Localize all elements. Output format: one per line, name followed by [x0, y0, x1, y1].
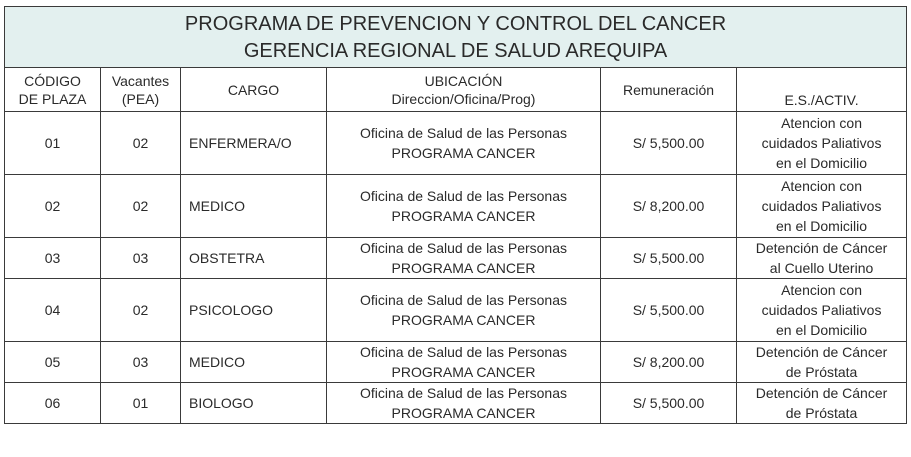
cell-es-activ-line: de Próstata [785, 405, 858, 421]
cell-es-activ-line: Detención de Cáncer [755, 344, 888, 360]
table-row [5, 383, 907, 424]
cell-es-activ-line: en el Domicilio [776, 155, 868, 171]
cell-es-activ-line: Atencion con [781, 282, 863, 298]
cell-ubicacion [327, 175, 601, 238]
cell-ubicacion [327, 342, 601, 383]
cell-ubicacion-line: PROGRAMA CANCER [391, 145, 536, 161]
cell-ubicacion-line: Oficina de Salud de las Personas [359, 125, 567, 141]
table-body [5, 112, 907, 424]
cell-es-activ-line: al Cuello Uterino [769, 260, 874, 276]
cell-codigo: 01 [5, 112, 101, 175]
cell-es-activ-line: en el Domicilio [776, 322, 868, 338]
plazas-document [4, 6, 906, 455]
cell-vacantes: 02 [101, 112, 181, 175]
cell-remuneracion: S/ 5,500.00 [601, 112, 737, 175]
cell-cargo: BIOLOGO [181, 383, 327, 424]
cell-ubicacion-line: PROGRAMA CANCER [391, 260, 536, 276]
cell-ubicacion-line: PROGRAMA CANCER [391, 208, 536, 224]
cell-cargo: MEDICO [181, 342, 327, 383]
cell-cargo: MEDICO [181, 175, 327, 238]
cell-es-activ [737, 112, 907, 175]
cell-remuneracion: S/ 5,500.00 [601, 383, 737, 424]
cell-ubicacion-line: Oficina de Salud de las Personas [359, 240, 567, 256]
cell-cargo: ENFERMERA/O [181, 112, 327, 175]
cell-es-activ-line: cuidados Paliativos [761, 302, 882, 318]
header-cargo: CARGO [181, 68, 327, 112]
cell-remuneracion: S/ 5,500.00 [601, 238, 737, 279]
cell-remuneracion: S/ 8,200.00 [601, 175, 737, 238]
cell-cargo: PSICOLOGO [181, 279, 327, 342]
cell-ubicacion-line: PROGRAMA CANCER [391, 364, 536, 380]
cell-ubicacion-line: Oficina de Salud de las Personas [359, 188, 567, 204]
title-line-2: GERENCIA REGIONAL DE SALUD AREQUIPA [243, 40, 668, 62]
header-vacantes: Vacantes (PEA) [101, 68, 181, 112]
table-row [5, 238, 907, 279]
cell-es-activ-line: Atencion con [781, 115, 863, 131]
cell-es-activ-line: cuidados Paliativos [761, 198, 882, 214]
title-line-1: PROGRAMA DE PREVENCION Y CONTROL DEL CANCER [184, 13, 727, 35]
header-codigo: CÓDIGO DE PLAZA [5, 68, 101, 112]
cell-ubicacion [327, 279, 601, 342]
header-es-activ: E.S./ACTIV. [737, 68, 907, 112]
cell-es-activ [737, 342, 907, 383]
cell-ubicacion-line: PROGRAMA CANCER [391, 405, 536, 421]
plazas-table [4, 6, 907, 424]
cell-ubicacion-line: PROGRAMA CANCER [391, 312, 536, 328]
cell-es-activ-line: en el Domicilio [776, 218, 868, 234]
header-remuneracion: Remuneración [601, 68, 737, 112]
cell-ubicacion-line: Oficina de Salud de las Personas [359, 292, 567, 308]
cell-vacantes: 03 [101, 342, 181, 383]
cell-codigo: 03 [5, 238, 101, 279]
table-row [5, 342, 907, 383]
cell-vacantes: 03 [101, 238, 181, 279]
cell-ubicacion-line: Oficina de Salud de las Personas [359, 344, 567, 360]
cell-vacantes: 02 [101, 279, 181, 342]
cell-codigo: 04 [5, 279, 101, 342]
cell-vacantes: 01 [101, 383, 181, 424]
cell-remuneracion: S/ 8,200.00 [601, 342, 737, 383]
table-row [5, 279, 907, 342]
cell-es-activ [737, 238, 907, 279]
cell-cargo: OBSTETRA [181, 238, 327, 279]
cell-es-activ-line: cuidados Paliativos [761, 135, 882, 151]
cell-ubicacion [327, 383, 601, 424]
cell-es-activ-line: de Próstata [785, 364, 858, 380]
cell-es-activ [737, 175, 907, 238]
cell-codigo: 05 [5, 342, 101, 383]
cell-remuneracion: S/ 5,500.00 [601, 279, 737, 342]
cell-es-activ-line: Atencion con [781, 178, 863, 194]
table-row [5, 175, 907, 238]
cell-ubicacion-line: Oficina de Salud de las Personas [359, 385, 567, 401]
cell-es-activ-line: Detención de Cáncer [755, 385, 888, 401]
cell-ubicacion [327, 112, 601, 175]
cell-codigo: 02 [5, 175, 101, 238]
header-ubicacion: UBICACIÓN Direccion/Oficina/Prog) [327, 68, 601, 112]
cell-vacantes: 02 [101, 175, 181, 238]
cell-ubicacion [327, 238, 601, 279]
cell-codigo: 06 [5, 383, 101, 424]
cell-es-activ-line: Detención de Cáncer [755, 240, 888, 256]
table-row [5, 112, 907, 175]
cell-es-activ [737, 279, 907, 342]
cell-es-activ [737, 383, 907, 424]
table-title [5, 7, 907, 68]
